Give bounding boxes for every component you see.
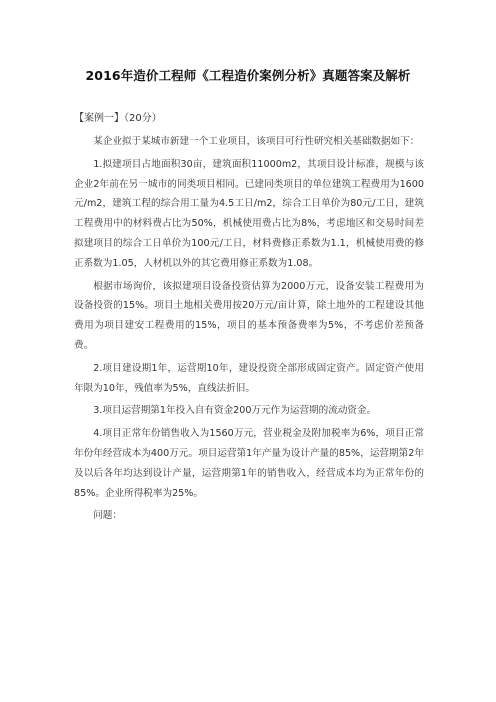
paragraph-market-inquiry: 根据市场询价，该拟建项目设备投资估算为2000万元，设备安装工程费用为设备投资的15%。项目土地相关费用按20万元/亩计算，除土地外的工程建设其他费用为项目建安工程费用的15%，项目的基本预备费率为5%，不考虑价差预备费。 (74, 280, 424, 351)
paragraph-item-2: 2.项目建设期1年，运营期10年，建设投资全部形成固定资产。固定资产使用年限为10年，残值率为5%，直线法折旧。 (74, 362, 424, 394)
paragraph-item-1: 1.拟建项目占地面积30亩，建筑面积11000m2，其项目设计标准，规模与该企业2年前在另一城市的同类项目相同。已建同类项目的单位建筑工程费用为1600元/m2，建筑工程的综合用工量为4.5工日/m2，综合工日单价为80元/工日，建筑工程费用中的材料费占比为50%，机械使用费占比为8%，考虑地区和交易时间差拟建项目的综合工日单价为100元/工日，材料费修正系数为1.1，机械使用费的修正系数为1.05，人材机以外的其它费用修正系数为1.08。 (74, 158, 424, 269)
page-title: 2016年造价工程师《工程造价案例分析》真题答案及解析 (85, 68, 411, 83)
paragraph-intro: 某企业拟于某城市新建一个工业项目，该项目可行性研究相关基础数据如下： (93, 136, 420, 147)
body-text (74, 132, 424, 529)
case-heading: 【案例一】（20分） (74, 113, 162, 124)
paragraph-questions-label: 问题： (93, 510, 122, 522)
paragraph-item-4: 4.项目正常年份销售收入为1560万元，营业税金及附加税率为6%，项目正常年份年经营成本为400万元。项目运营第1年产量为设计产量的85%，运营期第2年及以后各年均达到设计产量，运营期第1年的销售收入，经营成本均为正常年份的85%。企业所得税率为25%。 (74, 428, 424, 499)
paragraph-item-3: 3.项目运营期第1年投入自有资金200万元作为运营期的流动资金。 (93, 405, 377, 417)
